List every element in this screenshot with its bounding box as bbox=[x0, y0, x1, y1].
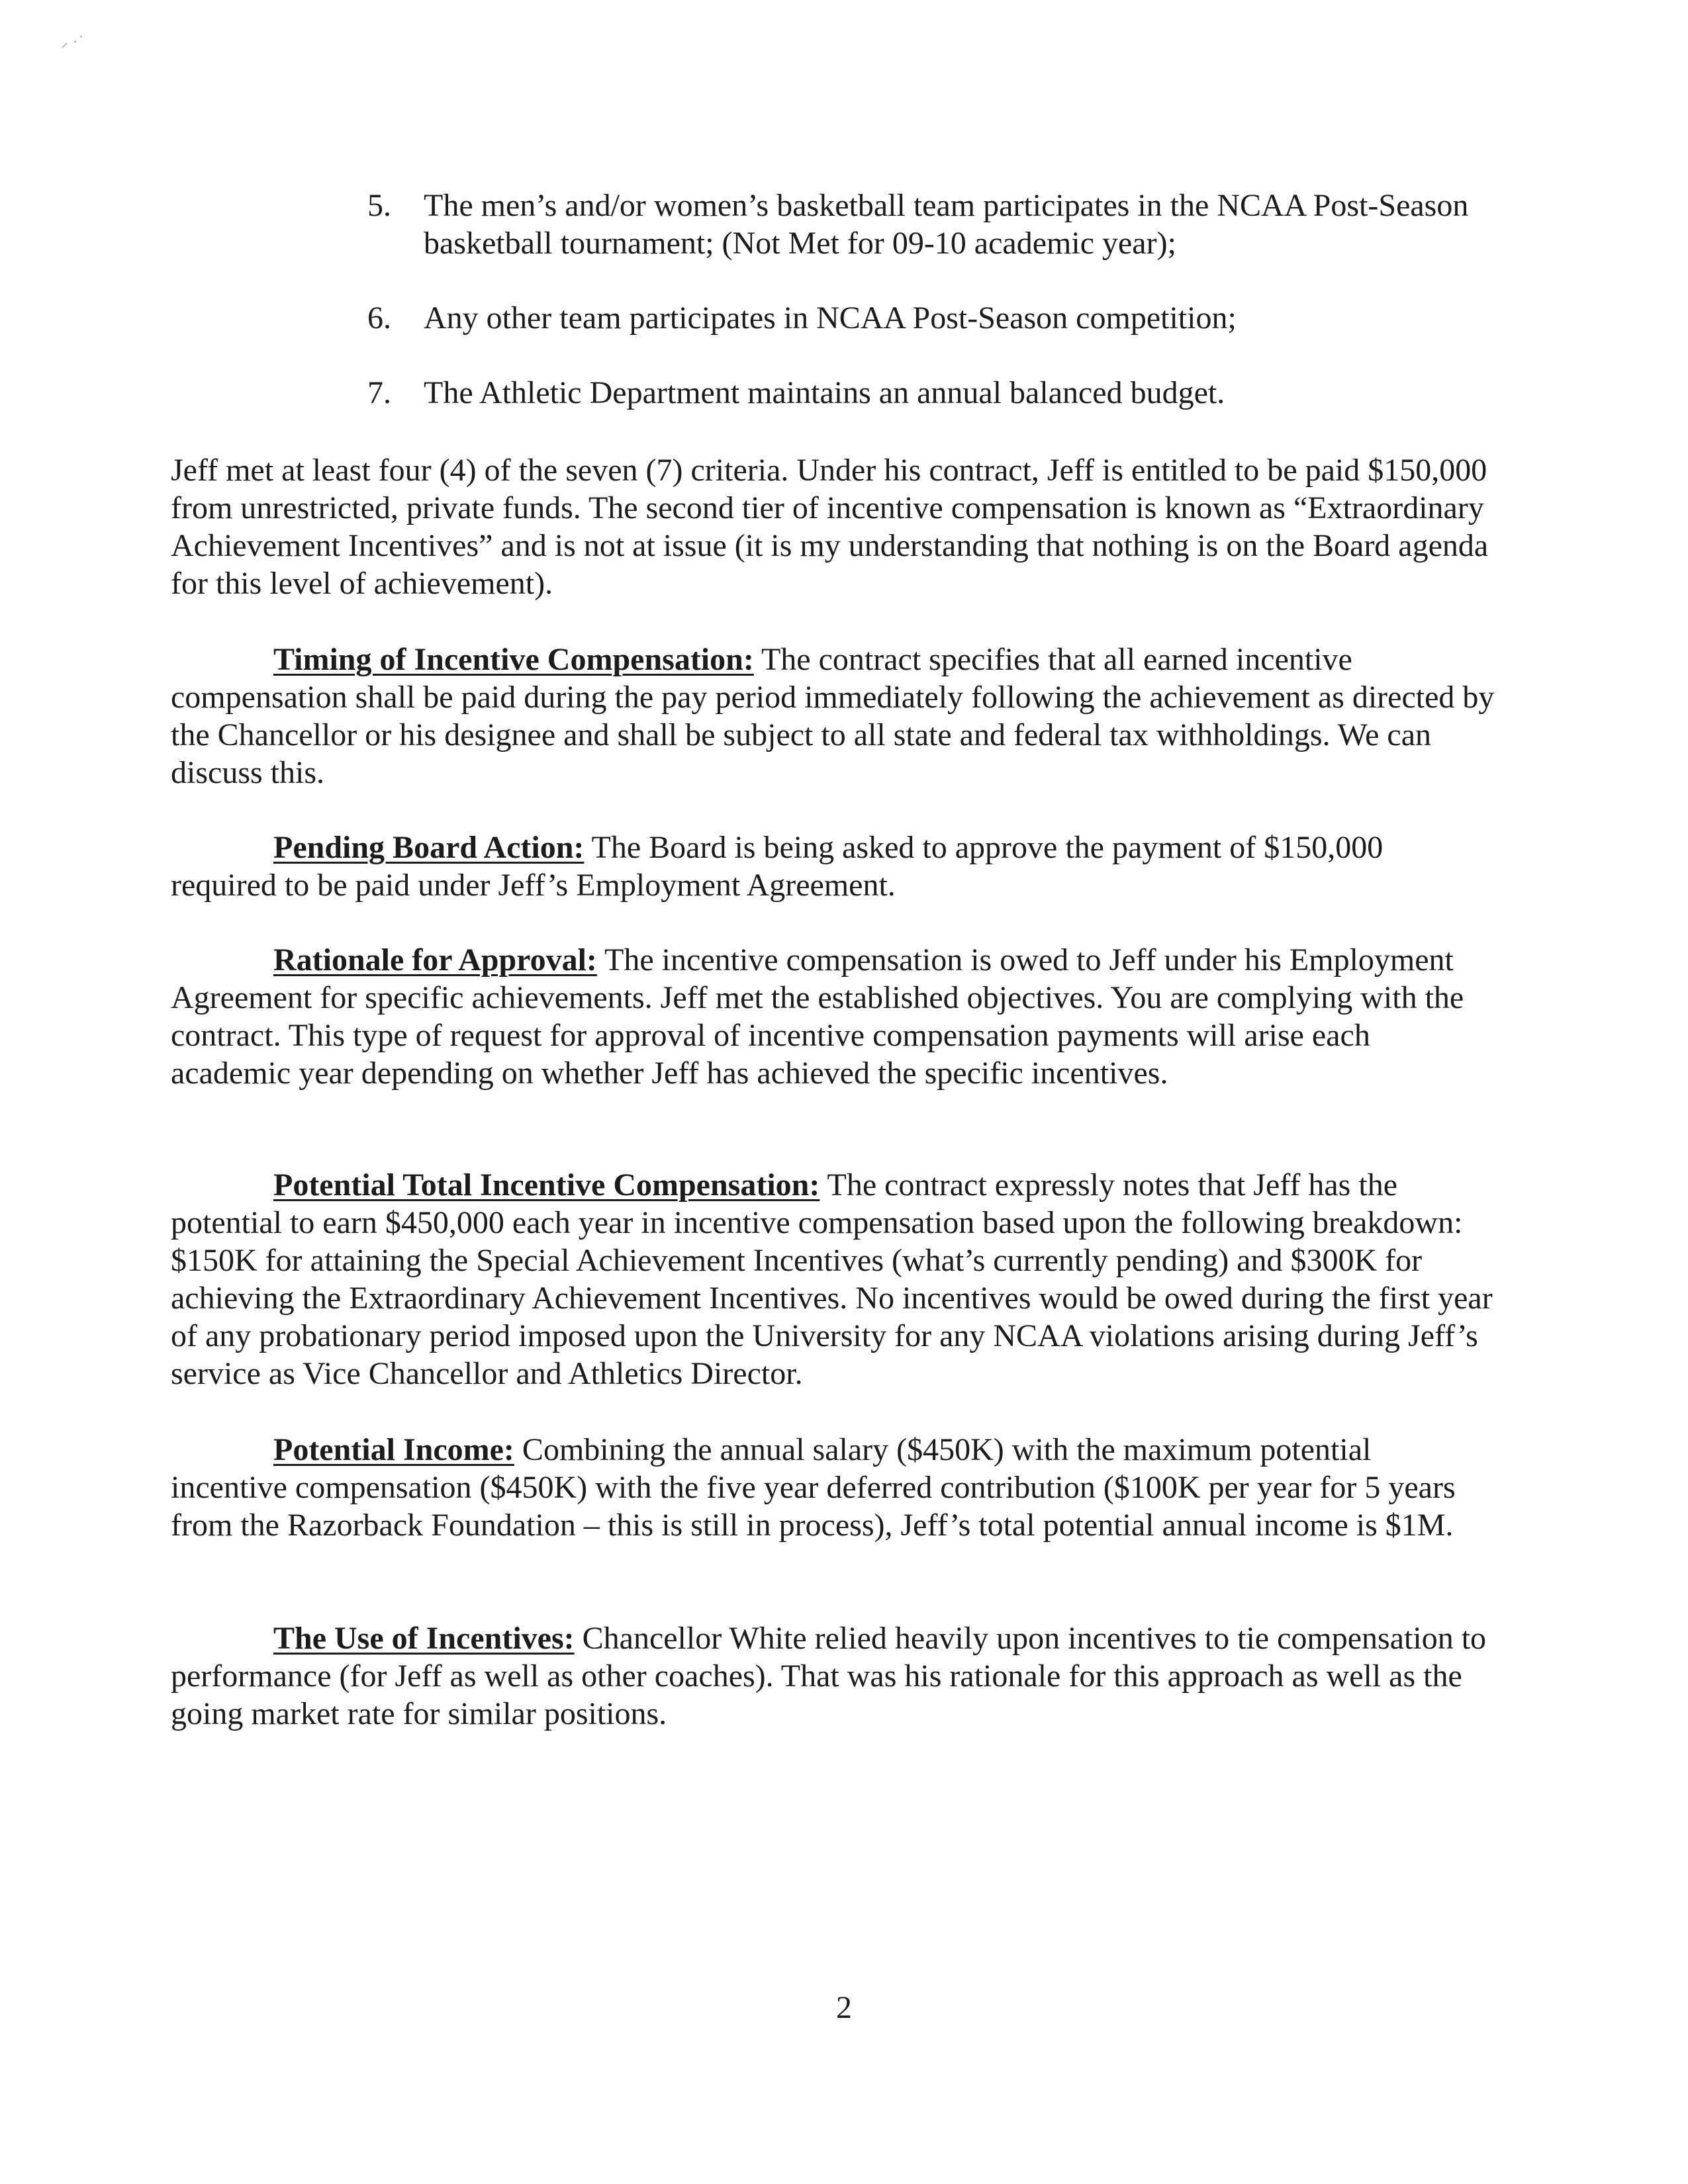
section-heading: The Use of Incentives: bbox=[273, 1621, 575, 1656]
list-item-text: The Athletic Department maintains an annual balanced budget. bbox=[424, 375, 1225, 410]
section-heading: Timing of Incentive Compensation: bbox=[273, 642, 754, 677]
list-item-number: 5. bbox=[367, 188, 391, 223]
section-heading: Potential Income: bbox=[273, 1432, 514, 1467]
section-body: Chancellor White relied heavily upon incentives to tie compensation to performance (for Jeff as well as other coaches). That was his rationale for this approach as well as the going market rate for similar positions. bbox=[171, 1621, 1487, 1731]
list-item-text: The men’s and/or women’s basketball team participates in the NCAA Post-Season basketball tournament; (Not Met for 09-10 academic year); bbox=[424, 188, 1469, 261]
list-item-text: Any other team participates in NCAA Post-Season competition; bbox=[424, 300, 1237, 336]
section-potential-total-incentive bbox=[171, 1166, 1495, 1392]
list-item bbox=[367, 187, 1493, 262]
intro-paragraph: Jeff met at least four (4) of the seven (7) criteria. Under his contract, Jeff is entitled to be paid $150,000 from unrestricted, private funds. The second tier of incentive compensation is known as “Extraordinary Achievement Incentives” and is not at issue (it is my understanding that nothing is on the Board agenda for this level of achievement). bbox=[171, 453, 1489, 601]
section-body: The contract specifies that all earned incentive compensation shall be paid during the pay period immediately following the achievement as directed by the Chancellor or his designee and shall be subject to all state and federal tax withholdings. We can discuss this. bbox=[171, 642, 1495, 790]
section-body: The incentive compensation is owed to Jeff under his Employment Agreement for specific achievements. Jeff met the established objectives. You are complying with the contract. This type of request for approval of incentive compensation payments will arise each academic year depending on whether Jeff has achieved the specific incentives. bbox=[171, 942, 1464, 1091]
section-pending-board-action bbox=[171, 829, 1495, 904]
list-item bbox=[367, 374, 1493, 412]
list-item-number: 6. bbox=[367, 300, 391, 336]
section-use-of-incentives bbox=[171, 1619, 1495, 1733]
section-potential-income bbox=[171, 1431, 1495, 1544]
page-number: 2 bbox=[836, 1990, 852, 2025]
list-item-number: 7. bbox=[367, 375, 391, 410]
scan-artifact: ⸝ ·˙ bbox=[61, 34, 85, 51]
section-heading: Pending Board Action: bbox=[273, 830, 585, 865]
criteria-list bbox=[367, 187, 1493, 449]
section-body: Combining the annual salary ($450K) with the maximum potential incentive compensation ($450K) with the five year deferred contribution ($100K per year for 5 years from the Razorback Foundation – this is still in process), Jeff’s total potential annual income is $1M. bbox=[171, 1432, 1456, 1543]
section-heading: Rationale for Approval: bbox=[273, 942, 597, 978]
section-heading: Potential Total Incentive Compensation: bbox=[273, 1167, 820, 1203]
section-body: The Board is being asked to approve the payment of $150,000 required to be paid under Jeff’s Employment Agreement. bbox=[171, 830, 1383, 903]
list-item bbox=[367, 299, 1493, 337]
section-body: The contract expressly notes that Jeff has the potential to earn $450,000 each year in incentive compensation based upon the following breakdown: $150K for attaining the Special Achievement Incentives (what’s currently pending) and $300K for achieving the Extraordinary Achievement Incentives. No incentives would be owed during the first year of any probationary period imposed upon the University for any NCAA violations arising during Jeff’s service as Vice Chancellor and Athletics Director. bbox=[171, 1167, 1493, 1391]
section-timing bbox=[171, 641, 1495, 792]
section-rationale bbox=[171, 941, 1495, 1092]
